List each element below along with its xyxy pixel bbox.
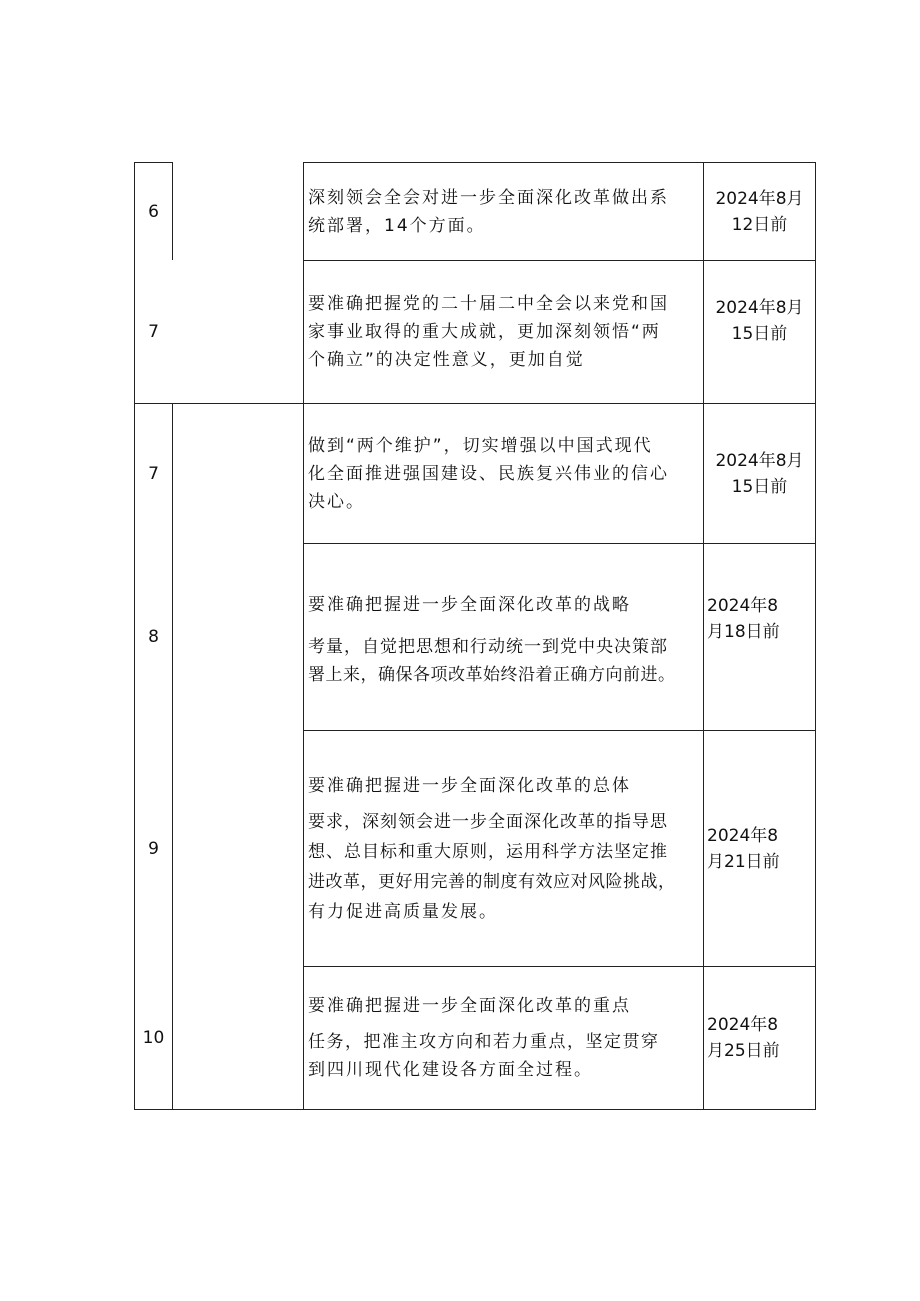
row-number: 10 bbox=[142, 1028, 165, 1048]
row-number: 6 bbox=[148, 201, 159, 222]
row-content bbox=[304, 163, 703, 260]
content-line: 考量，自觉把思想和行动统一到党中央决策部 bbox=[308, 637, 668, 657]
content-line: 要准确把握进一步全面深化改革的总体 bbox=[308, 775, 631, 796]
content-line: 个确立”的决定性意义，更加自觉 bbox=[308, 350, 585, 370]
deadline-line: 月21日前 bbox=[707, 851, 780, 872]
row-line-bottom bbox=[134, 1109, 816, 1110]
deadline-line: 12日前 bbox=[731, 214, 788, 235]
content-line: 要准确把握党的二十届二中全会以来党和国 bbox=[308, 294, 669, 314]
content-line: 家事业取得的重大成就，更加深刻领悟“两 bbox=[308, 322, 661, 342]
content-line: 要求，深刻领会进一步全面深化改革的指导思 bbox=[308, 811, 668, 832]
content-line: 化全面推进强国建设、民族复兴伟业的信心 bbox=[308, 463, 669, 484]
content-line: 要准确把握进一步全面深化改革的战略 bbox=[308, 595, 631, 615]
row-deadline bbox=[704, 163, 815, 260]
row-content bbox=[304, 967, 703, 1109]
deadline-line: 15日前 bbox=[731, 476, 788, 497]
content-line: 做到“两个维护”，切实增强以中国式现代 bbox=[308, 435, 653, 456]
table-divider-number-lower bbox=[172, 403, 173, 1110]
row-content bbox=[304, 404, 703, 543]
content-line: 要准确把握进一步全面深化改革的重点 bbox=[308, 996, 631, 1016]
deadline-line: 15日前 bbox=[731, 324, 788, 344]
table-divider-number bbox=[172, 162, 173, 260]
deadline-line: 月25日前 bbox=[707, 1041, 780, 1061]
deadline-line: 2024年8 bbox=[707, 825, 779, 846]
row-deadline bbox=[704, 731, 815, 966]
content-line: 决心。 bbox=[308, 491, 365, 512]
row-deadline bbox=[704, 544, 815, 694]
row-deadline bbox=[704, 967, 815, 1109]
row-content bbox=[304, 544, 703, 730]
content-line: 进改革，更好用完善的制度有效应对风险挑战， bbox=[308, 871, 676, 892]
content-line: 深刻领会全会对进一步全面深化改革做出系 bbox=[308, 187, 669, 208]
deadline-line: 2024年8月 bbox=[715, 450, 804, 471]
row-deadline bbox=[704, 261, 815, 381]
deadline-line: 月18日前 bbox=[707, 622, 780, 642]
row-number: 9 bbox=[148, 838, 159, 859]
content-line: 统部署，14个方面。 bbox=[308, 215, 486, 236]
deadline-line: 2024年8月 bbox=[715, 298, 804, 318]
row-content bbox=[304, 731, 703, 966]
deadline-line: 2024年8 bbox=[707, 596, 779, 616]
row-number: 7 bbox=[148, 322, 159, 342]
content-line: 有力促进高质量发展。 bbox=[308, 901, 498, 922]
row-number: 7 bbox=[148, 463, 159, 484]
row-content bbox=[304, 261, 703, 403]
deadline-line: 2024年8月 bbox=[715, 188, 804, 209]
content-line: 署上来，确保各项改革始终沿着正确方向前进。 bbox=[308, 665, 676, 685]
deadline-line: 2024年8 bbox=[707, 1015, 779, 1035]
content-line: 任务，把准主攻方向和若力重点，坚定贯穿 bbox=[308, 1032, 660, 1052]
table-border-right bbox=[815, 162, 816, 1110]
content-line: 到四川现代化建设各方面全过程。 bbox=[308, 1060, 593, 1080]
content-line: 想、总目标和重大原则，运用科学方法坚定推 bbox=[308, 841, 668, 862]
row-number: 8 bbox=[148, 627, 159, 647]
row-deadline bbox=[704, 404, 815, 543]
